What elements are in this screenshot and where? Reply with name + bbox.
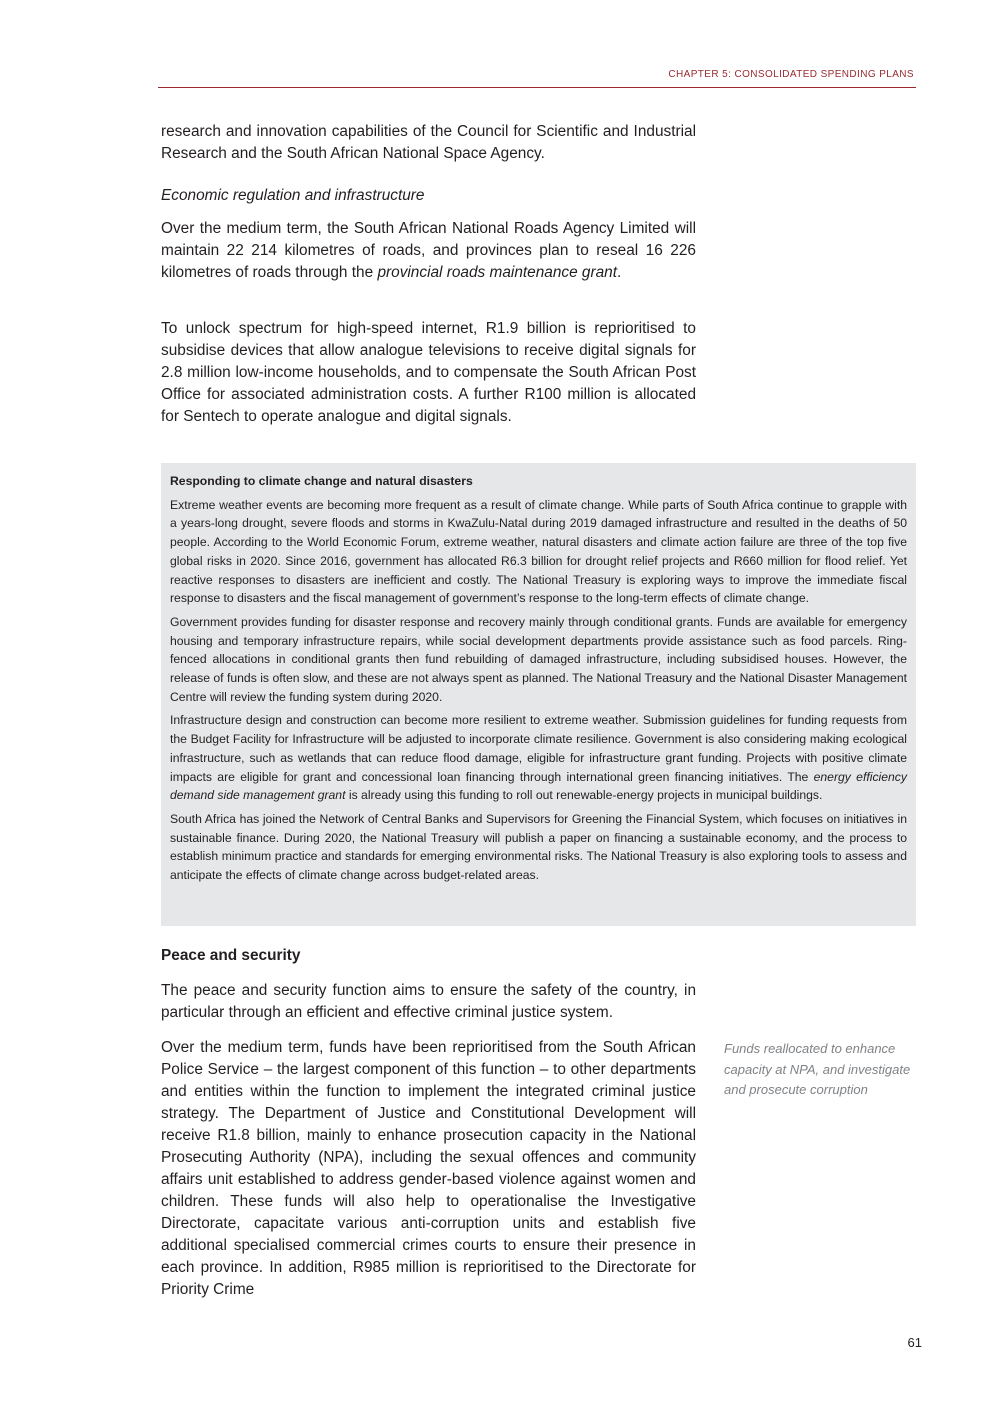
box-paragraph-3-text-a: Infrastructure design and construction can become more resilient to extreme weather. Submission guidelines for funding requests from the Budget Facility for Infrastructure will be adjusted to incorporate climate resilience. Government is also considering making ecological infrastructure, such as wetlands that can reduce flood damage, eligible for infrastructure grant funding. Projects with positive climate impacts are eligible for grant and concessional loan financing through international green financing initiatives. The	[170, 713, 907, 784]
intro-paragraph-2-grant-name: provincial roads maintenance grant	[377, 264, 617, 281]
header-rule	[158, 87, 916, 88]
page-number: 61	[907, 1335, 922, 1350]
subsection-heading-wrap	[161, 185, 696, 207]
box-paragraph-3-text-b: is already using this funding to roll out renewable-energy projects in municipal buildings.	[345, 788, 823, 803]
intro-paragraph-3: To unlock spectrum for high-speed internet, R1.9 billion is reprioritised to subsidise devices that allow analogue televisions to receive digital signals for 2.8 million low-income households, and to compensate the South African Post Office for associated administration costs. A further R100 million is allocated for Sentech to operate analogue and digital signals.	[161, 320, 696, 425]
box-paragraph-1: Extreme weather events are becoming more frequent as a result of climate change. While parts of South Africa continue to grapple with a years-long drought, severe floods and storms in KwaZulu-Natal during 2019 damaged infrastructure and resulted in the deaths of 50 people. According to the World Economic Forum, extreme weather, natural disasters and climate action failure are three of the top five global risks in 2020. Since 2016, government has allocated R6.3 billion for drought relief projects and R660 million for flood relief. Yet reactive responses to disasters are inefficient and costly. The National Treasury is exploring ways to improve the immediate fiscal response to disasters and the fiscal management of government’s response to the long-term effects of climate change.	[170, 497, 907, 606]
margin-note: Funds reallocated to enhance capacity at NPA, and investigate and prosecute corruption	[724, 1041, 911, 1097]
box-paragraph-4: South Africa has joined the Network of Central Banks and Supervisors for Greening the Financial System, which focuses on initiatives in sustainable finance. During 2020, the National Treasury will publish a paper on financing a sustainable economy, and the process to establish minimum practice and standards for emerging environmental risks. The National Treasury is also exploring tools to assess and anticipate the effects of climate change across budget-related areas.	[170, 811, 907, 883]
peace-paragraph-2: Over the medium term, funds have been reprioritised from the South African Police Service – the largest component of this function – to other departments and entities within the function to implement the integrated criminal justice strategy. The Department of Justice and Constitutional Development will receive R1.8 billion, mainly to enhance prosecution capacity in the National Prosecuting Authority (NPA), including the sexual offences and community affairs unit established to address gender-based violence against women and children. These funds will also help to operationalise the Investigative Directorate, capacitate various anti-corruption units and establish five additional specialised commercial crimes courts to ensure their presence in each province. In addition, R985 million is reprioritised to the Directorate for Priority Crime	[161, 1039, 696, 1298]
peace-paragraph-1: The peace and security function aims to ensure the safety of the country, in particular through an efficient and effective criminal justice system.	[161, 982, 696, 1021]
section-heading-peace: Peace and security	[161, 947, 301, 964]
box-title: Responding to climate change and natural disasters	[170, 474, 473, 488]
box-paragraph-3-grant-name: energy efficiency demand side management grant	[170, 769, 907, 803]
intro-paragraph-2-text-a: Over the medium term, the South African National Roads Agency Limited will maintain 22 214 kilometres of roads, and provinces plan to reseal 16 226 kilometres of roads through the	[161, 220, 696, 281]
intro-paragraph-3-wrap	[161, 318, 696, 428]
box-paragraph-3	[170, 711, 907, 805]
climate-change-box	[161, 463, 916, 926]
intro-paragraph-2-text-b: .	[617, 264, 622, 281]
intro-paragraph-2-wrap	[161, 218, 696, 284]
intro-paragraph-2	[161, 218, 696, 284]
box-paragraph-2: Government provides funding for disaster response and recovery mainly through conditional grants. Funds are available for emergency housing and temporary infrastructure repairs, while social development departments provide assistance such as food parcels. Ring-fenced allocations in conditional grants then fund rebuilding of damaged infrastructure, including subsidised houses. However, the release of funds is often slow, and these are not always spent as planned. The National Treasury and the National Disaster Management Centre will review the funding system during 2020.	[170, 614, 907, 704]
peace-paragraph-1-wrap	[161, 980, 696, 1024]
peace-paragraph-2-wrap	[161, 1037, 696, 1301]
intro-paragraph-1: research and innovation capabilities of the Council for Scientific and Industrial Research and the South African National Space Agency.	[161, 123, 696, 162]
chapter-header: CHAPTER 5: CONSOLIDATED SPENDING PLANS	[668, 69, 914, 80]
subsection-heading: Economic regulation and infrastructure	[161, 187, 425, 204]
intro-paragraph-1-wrap	[161, 121, 696, 165]
